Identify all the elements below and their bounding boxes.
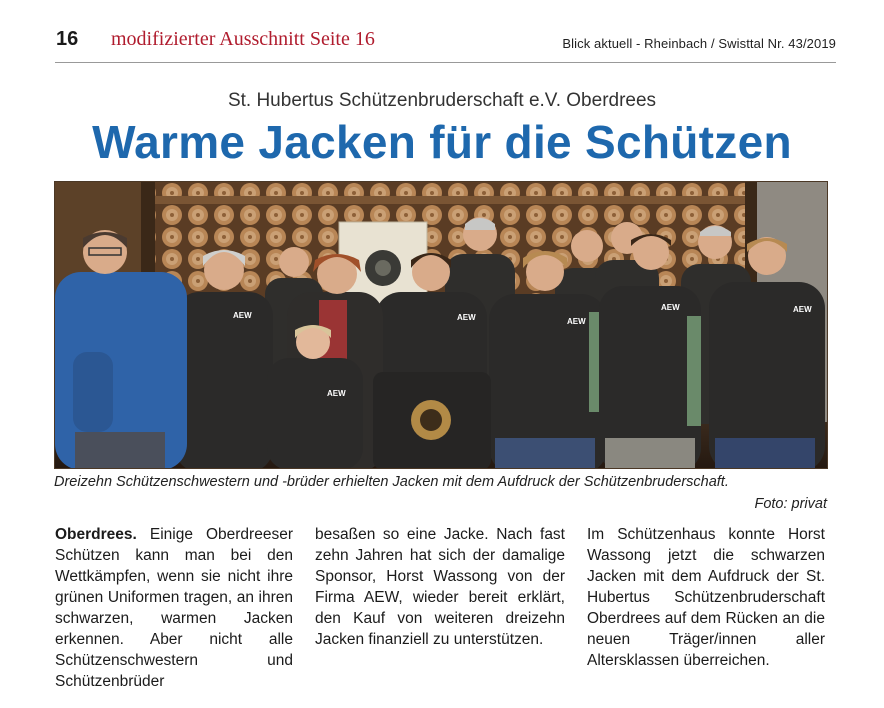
dateline: Oberdrees. <box>55 526 137 543</box>
group-photo <box>54 181 828 469</box>
article-kicker: St. Hubertus Schützenbruderschaft e.V. Oberdrees <box>227 90 657 111</box>
photo-credit: Foto: privat <box>754 496 827 512</box>
photo-caption: Dreizehn Schützenschwestern und -brüder erhielten Jacken mit dem Aufdruck der Schützenbruderschaft. <box>54 474 729 490</box>
jacket-logo: AEW <box>793 305 812 314</box>
jacket-logo: AEW <box>567 317 586 326</box>
group-photo-illustration <box>55 182 828 469</box>
publication-info: Blick aktuell - Rheinbach / Swisttal Nr. 43/2019 <box>562 36 836 51</box>
jacket-logo: AEW <box>661 303 680 312</box>
article-headline: Warme Jacken für die Schützen <box>92 116 792 168</box>
article-column-1 <box>55 524 293 692</box>
jacket-logo: AEW <box>327 389 346 398</box>
column-3-text: Im Schützenhaus konnte Horst Wassong jetzt die schwarzen Jacken mit dem Aufdruck der St. Hubertus Schützenbruderschaft Oberdrees auf dem Rücken an die neuen Träger/innen aller Altersklassen überreichen. <box>587 526 825 669</box>
column-2-text: besaßen so eine Jacke. Nach fast zehn Jahren hat sich der damalige Sponsor, Horst Wassong von der Firma AEW, wieder bereit erklärt, den Kauf von weiteren dreizehn Jacken finanziell zu unterstützen. <box>315 526 565 648</box>
page-number: 16 <box>56 28 79 50</box>
excerpt-note: modifizierter Ausschnitt Seite 16 <box>111 28 375 50</box>
article-column-3 <box>587 524 825 671</box>
jacket-logo: AEW <box>233 311 252 320</box>
header-divider <box>55 62 836 63</box>
jacket-logo: AEW <box>457 313 476 322</box>
column-1-text: Einige Oberdreeser Schützen kann man bei den Wettkämpfen, wenn sie nicht ihre grünen Uniformen tragen, an ihren schwarzen, warmen Jacken erkennen. Aber nicht alle Schützenschwestern und Schützenbrüder <box>55 526 293 690</box>
article-column-2 <box>315 524 565 650</box>
